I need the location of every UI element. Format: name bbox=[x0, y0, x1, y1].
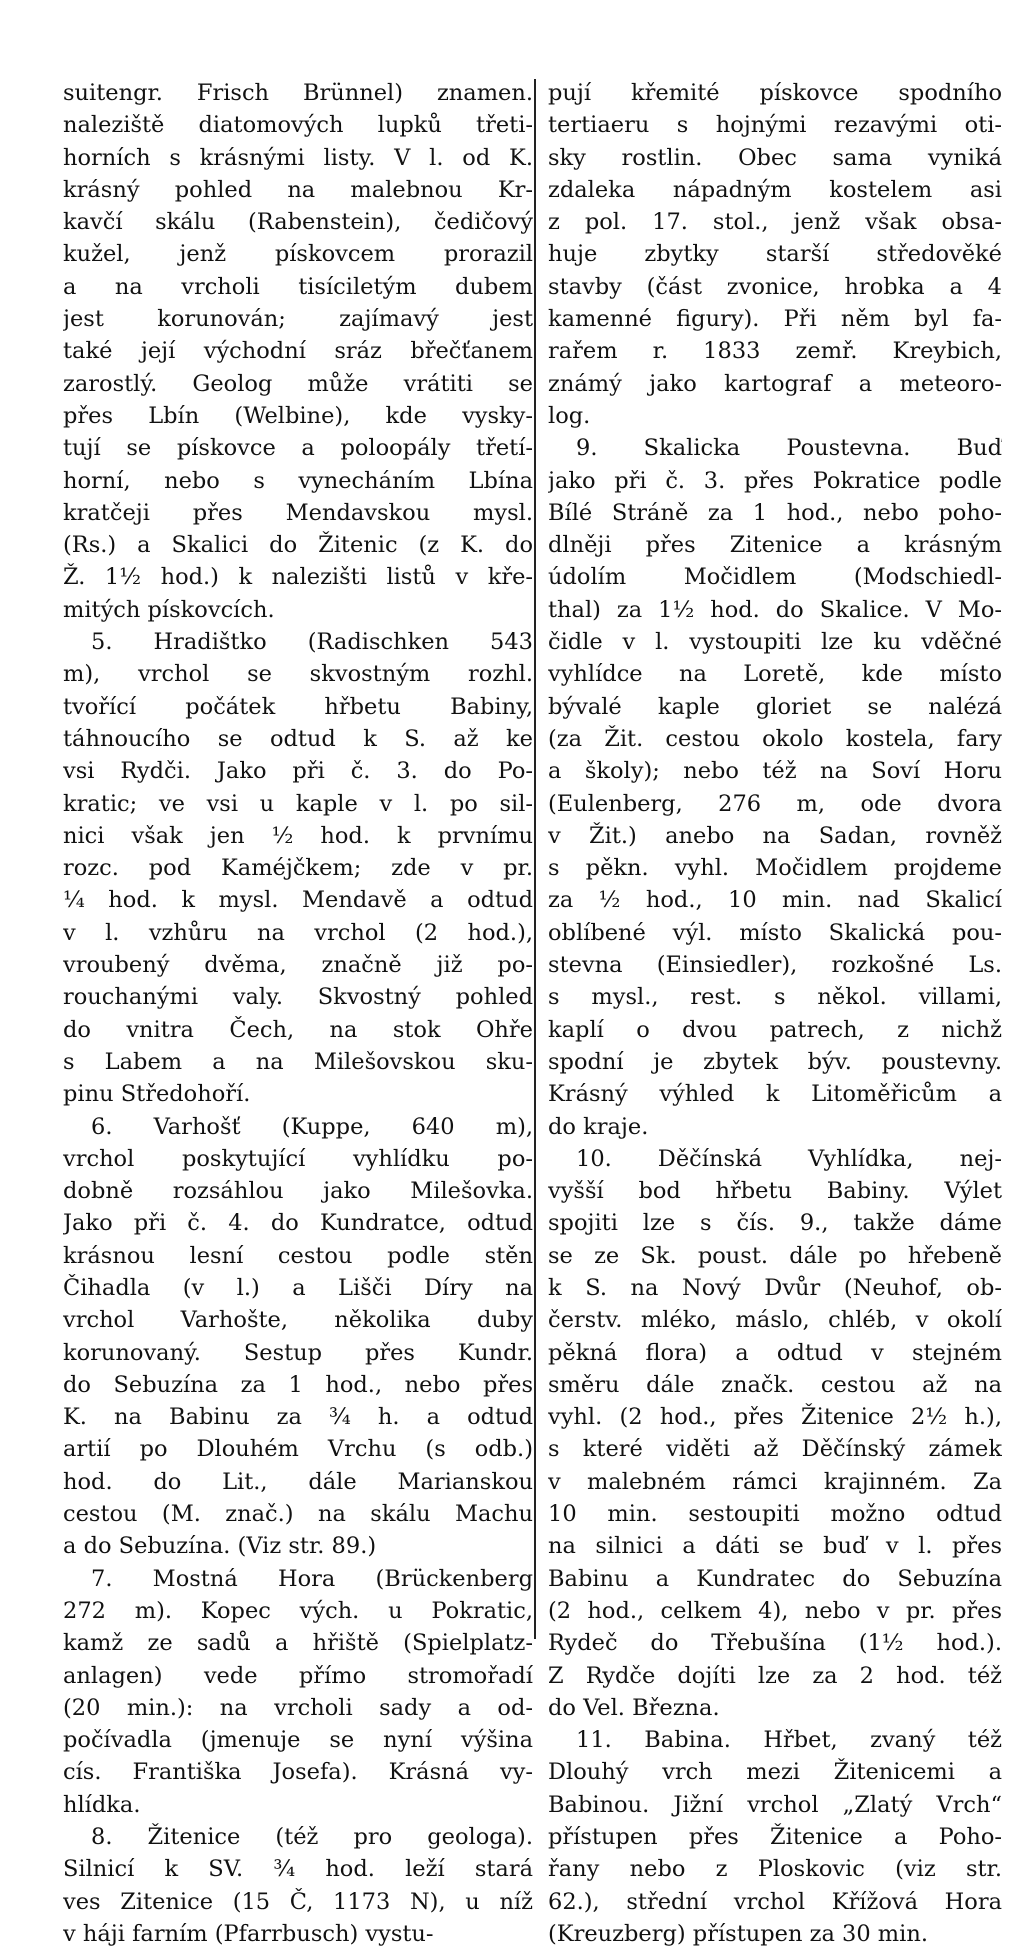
text-line: rařem r. 1833 zemř. Kreybich, bbox=[548, 338, 1002, 365]
text-line: 5. Hradištko (Radischken 543 bbox=[91, 629, 533, 656]
text-line: artií po Dlouhém Vrchu (s odb.) bbox=[63, 1436, 533, 1463]
text-line: rozc. pod Kaméjčkem; zde v pr. bbox=[63, 855, 533, 882]
text-line: řany nebo z Ploskovic (viz str. bbox=[548, 1856, 1002, 1883]
text-line: naleziště diatomových lupků třeti- bbox=[63, 112, 533, 139]
column-divider bbox=[534, 79, 536, 1639]
text-line: tertiaeru s hojnými rezavými oti- bbox=[548, 112, 1002, 139]
text-line: kamž ze sadů a hřiště (Spielplatz- bbox=[63, 1630, 533, 1657]
text-line: oblíbené výl. místo Skalická pou- bbox=[548, 919, 1002, 946]
text-line: korunovaný. Sestup přes Kundr. bbox=[63, 1339, 533, 1366]
text-line: do Sebuzína za 1 hod., nebo přes bbox=[63, 1371, 533, 1398]
text-line: pinu Středohoří. bbox=[63, 1081, 251, 1108]
text-line: zarostlý. Geolog může vrátiti se bbox=[63, 370, 533, 397]
text-line: 7. Mostná Hora (Brückenberg bbox=[91, 1565, 533, 1592]
text-line: anlagen) vede přímo stromořadí bbox=[63, 1662, 533, 1689]
text-line: přes Lbín (Welbine), kde vysky- bbox=[63, 402, 533, 429]
text-line: za ½ hod., 10 min. nad Skalicí bbox=[548, 887, 1002, 914]
text-line: kratic; ve vsi u kaple v l. po sil- bbox=[63, 790, 533, 817]
text-line: sky rostlin. Obec sama vyniká bbox=[548, 144, 1002, 171]
text-line: (20 min.): na vrcholi sady a od- bbox=[63, 1694, 533, 1721]
text-line: kaplí o dvou patrech, z nichž bbox=[548, 1016, 1002, 1043]
text-line: na silnici a dáti se buď v l. přes bbox=[548, 1533, 1002, 1560]
text-line: cestou (M. znač.) na skálu Machu bbox=[63, 1501, 533, 1528]
text-line: (za Žit. cestou okolo kostela, fary bbox=[548, 725, 1002, 752]
text-line: horní, nebo s vynecháním Lbína bbox=[63, 467, 533, 494]
text-line: 11. Babina. Hřbet, zvaný též bbox=[576, 1727, 1002, 1754]
text-line: Jako při č. 4. do Kundratce, odtud bbox=[63, 1210, 533, 1237]
text-line: se ze Sk. poust. dále po hřebeně bbox=[548, 1242, 1002, 1269]
text-line: horních s krásnými listy. V l. od K. bbox=[63, 144, 533, 171]
text-line: v l. vzhůru na vrchol (2 hod.), bbox=[63, 919, 533, 946]
text-line: jako při č. 3. přes Pokratice podle bbox=[548, 467, 1002, 494]
text-line: 9. Skalicka Poustevna. Buď bbox=[576, 435, 1002, 462]
text-line: s které viděti až Děčínský zámek bbox=[548, 1436, 1002, 1463]
text-line: z pol. 17. stol., jenž však obsa- bbox=[548, 209, 1002, 236]
text-line: počívadla (jmenuje se nyní výšina bbox=[63, 1727, 533, 1754]
text-line: Čihadla (v l.) a Lišči Díry na bbox=[63, 1274, 533, 1301]
text-line: stavby (část zvonice, hrobka a 4 bbox=[548, 273, 1002, 300]
text-line: do Vel. Března. bbox=[548, 1694, 720, 1721]
text-line: Rydeč do Třebušína (1½ hod.). bbox=[548, 1630, 1002, 1657]
text-line: stevna (Einsiedler), rozkošné Ls. bbox=[548, 952, 1002, 979]
text-line: Dlouhý vrch mezi Žitenicemi a bbox=[548, 1759, 1002, 1786]
text-line: s Labem a na Milešovskou sku- bbox=[63, 1048, 533, 1075]
text-line: pěkná flora) a odtud v stejném bbox=[548, 1339, 1002, 1366]
text-line: a školy); nebo též na Soví Horu bbox=[548, 758, 1002, 785]
text-line: Ž. 1½ hod.) k nalezišti listů v kře- bbox=[63, 564, 533, 591]
text-line: údolím Močidlem (Modschiedl- bbox=[548, 564, 1002, 591]
text-line: Babinu a Kundratec do Sebuzína bbox=[548, 1565, 1002, 1592]
text-line: také její východní sráz břečťanem bbox=[63, 338, 533, 365]
text-line: zdaleka nápadným kostelem asi bbox=[548, 176, 1002, 203]
text-line: tují se pískovce a poloopály třetí- bbox=[63, 435, 533, 462]
text-line: kratčeji přes Mendavskou mysl. bbox=[63, 499, 533, 526]
text-line: K. na Babinu za ¾ h. a odtud bbox=[63, 1404, 533, 1431]
text-line: (2 hod., celkem 4), nebo v pr. přes bbox=[548, 1597, 1002, 1624]
text-line: v Žit.) anebo na Sadan, rovněž bbox=[548, 822, 1002, 849]
text-line: 10 min. sestoupiti možno odtud bbox=[548, 1501, 1002, 1528]
text-line: 10. Děčínská Vyhlídka, nej- bbox=[576, 1145, 1002, 1172]
text-line: a do Sebuzína. (Viz str. 89.) bbox=[63, 1533, 377, 1560]
text-line: směru dále značk. cestou až na bbox=[548, 1371, 1002, 1398]
text-line: spojiti lze s čís. 9., takže dáme bbox=[548, 1210, 1002, 1237]
text-line: v háji farním (Pfarrbusch) vystu- bbox=[63, 1920, 434, 1947]
text-line: tvořící počátek hřbetu Babiny, bbox=[63, 693, 533, 720]
text-line: čerstv. mléko, máslo, chléb, v okolí bbox=[548, 1307, 1002, 1334]
text-line: k S. na Nový Dvůr (Neuhof, ob- bbox=[548, 1274, 1002, 1301]
text-line: vyšší bod hřbetu Babiny. Výlet bbox=[548, 1178, 1002, 1205]
text-line: vsi Rydči. Jako při č. 3. do Po- bbox=[63, 758, 533, 785]
text-line: mitých pískovcích. bbox=[63, 596, 275, 623]
text-line: kamenné figury). Při něm byl fa- bbox=[548, 306, 1002, 333]
text-line: Silnicí k SV. ¾ hod. leží stará bbox=[63, 1856, 533, 1883]
text-line: m), vrchol se skvostným rozhl. bbox=[63, 661, 533, 688]
text-line: přístupen přes Žitenice a Poho- bbox=[548, 1824, 1002, 1851]
text-line: v malebném rámci krajinném. Za bbox=[548, 1468, 1002, 1495]
text-line: spodní je zbytek býv. poustevny. bbox=[548, 1048, 1002, 1075]
text-line: krásnou lesní cestou podle stěn bbox=[63, 1242, 533, 1269]
text-line: s mysl., rest. s někol. villami, bbox=[548, 984, 1002, 1011]
text-line: Babinou. Jižní vrchol „Zlatý Vrch“ bbox=[548, 1791, 1002, 1818]
text-line: vrchol Varhošte, několika duby bbox=[63, 1307, 533, 1334]
text-line: nici však jen ½ hod. k prvnímu bbox=[63, 822, 533, 849]
text-line: s pěkn. vyhl. Močidlem projdeme bbox=[548, 855, 1002, 882]
text-line: do vnitra Čech, na stok Ohře bbox=[63, 1016, 533, 1043]
text-line: (Rs.) a Skalici do Žitenic (z K. do bbox=[63, 532, 533, 559]
text-line: kužel, jenž pískovcem prorazil bbox=[63, 241, 533, 268]
text-line: a na vrcholi tisíciletým dubem bbox=[63, 273, 533, 300]
text-line: (Kreuzberg) přístupen za 30 min. bbox=[548, 1920, 928, 1947]
text-line: 62.), střední vrchol Křížová Hora bbox=[548, 1888, 1002, 1915]
text-line: do kraje. bbox=[548, 1113, 649, 1140]
right-text-column bbox=[548, 77, 1002, 1950]
text-line: huje zbytky starší středověké bbox=[548, 241, 1002, 268]
text-line: Krásný výhled k Litoměřicům a bbox=[548, 1081, 1002, 1108]
text-line: log. bbox=[548, 402, 591, 429]
text-line: dlněji přes Zitenice a krásným bbox=[548, 532, 1002, 559]
text-line: hod. do Lit., dále Marianskou bbox=[63, 1468, 533, 1495]
text-line: krásný pohled na malebnou Kr- bbox=[63, 176, 533, 203]
text-line: cís. Františka Josefa). Krásná vy- bbox=[63, 1759, 533, 1786]
text-line: 6. Varhošť (Kuppe, 640 m), bbox=[91, 1113, 533, 1140]
text-line: vyhlídce na Loretě, kde místo bbox=[548, 661, 1002, 688]
text-line: vyhl. (2 hod., přes Žitenice 2½ h.), bbox=[548, 1404, 1002, 1431]
text-line: Z Rydče dojíti lze za 2 hod. též bbox=[548, 1662, 1002, 1689]
text-line: pují křemité pískovce spodního bbox=[548, 80, 1002, 106]
text-line: kavčí skálu (Rabenstein), čedičový bbox=[63, 209, 533, 236]
text-line: ¼ hod. k mysl. Mendavě a odtud bbox=[63, 887, 533, 914]
text-line: hlídka. bbox=[63, 1791, 141, 1818]
text-line: bývalé kaple gloriet se nalézá bbox=[548, 693, 1002, 720]
text-line: čidle v l. vystoupiti lze ku vděčné bbox=[548, 629, 1002, 656]
text-line: 272 m). Kopec vých. u Pokratic, bbox=[63, 1597, 533, 1624]
text-line: rouchanými valy. Skvostný pohled bbox=[63, 984, 533, 1011]
text-line: (Eulenberg, 276 m, ode dvora bbox=[548, 790, 1002, 817]
text-line: vroubený dvěma, značně již po- bbox=[63, 952, 533, 979]
text-line: dobně rozsáhlou jako Milešovka. bbox=[63, 1178, 533, 1205]
text-line: známý jako kartograf a meteoro- bbox=[548, 370, 1002, 397]
text-line: Bílé Stráně za 1 hod., nebo poho- bbox=[548, 499, 1002, 526]
text-line: jest korunován; zajímavý jest bbox=[63, 306, 533, 333]
text-line: 8. Žitenice (též pro geologa). bbox=[91, 1824, 533, 1851]
text-line: táhnoucího se odtud k S. až ke bbox=[63, 725, 533, 752]
left-text-column bbox=[63, 77, 533, 1950]
text-line: suitengr. Frisch Brünnel) znamen. bbox=[63, 80, 533, 106]
text-line: ves Zitenice (15 Č, 1173 N), u níž bbox=[63, 1888, 533, 1915]
text-line: thal) za 1½ hod. do Skalice. V Mo- bbox=[548, 596, 1002, 623]
text-line: vrchol poskytující vyhlídku po- bbox=[63, 1145, 533, 1172]
